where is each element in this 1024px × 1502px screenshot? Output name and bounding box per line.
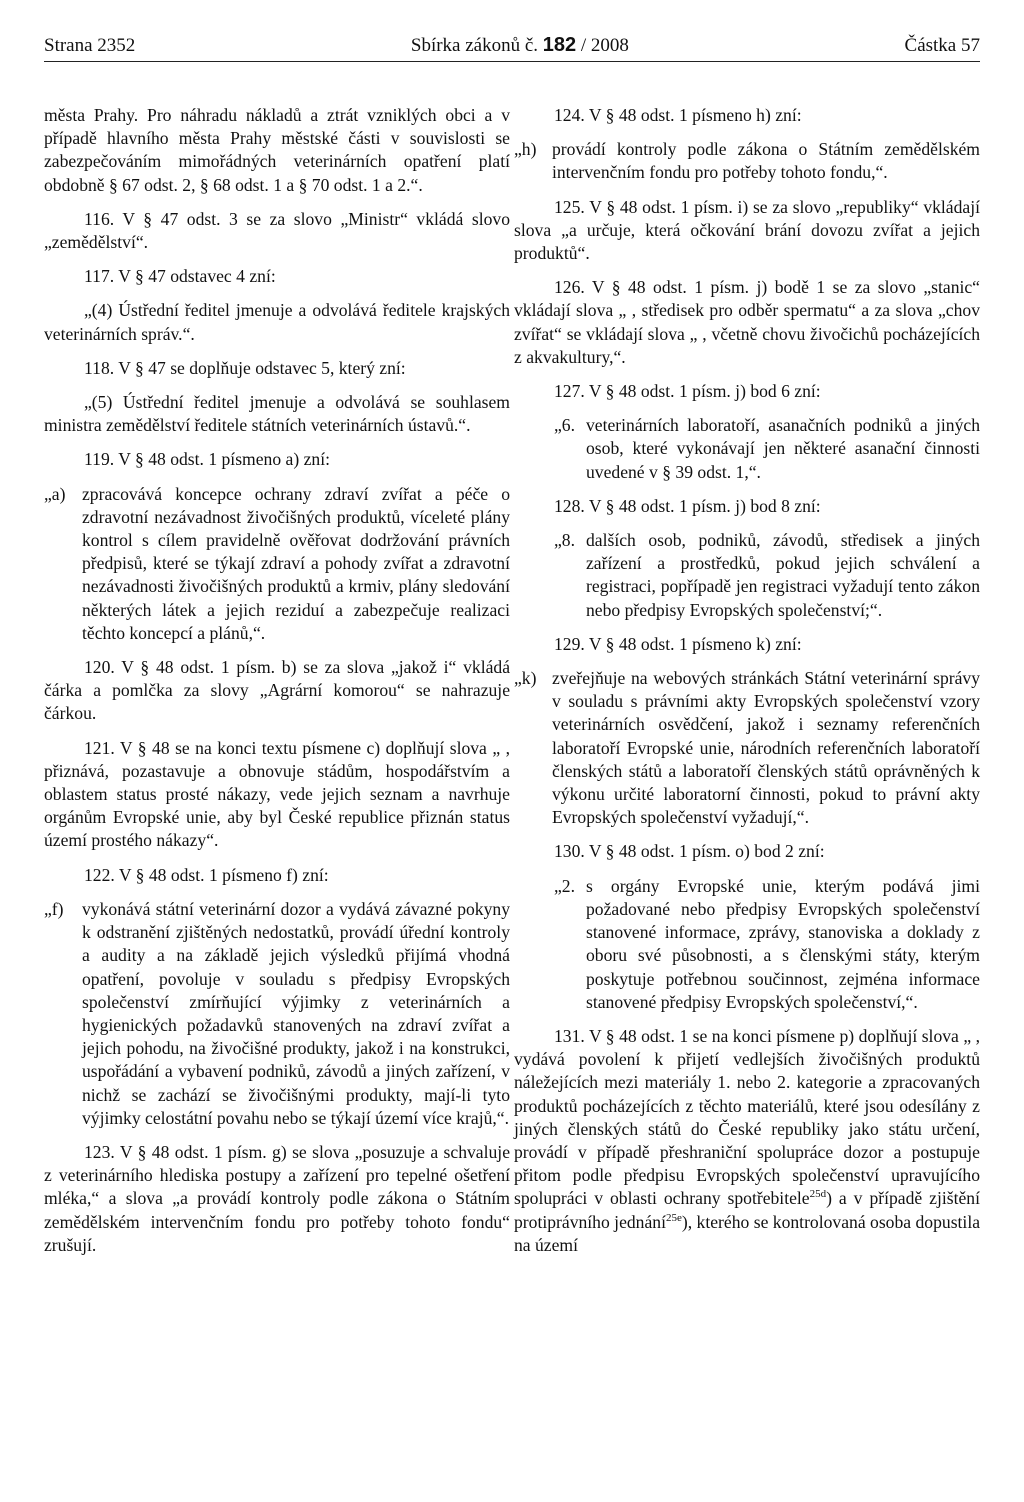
quote-117: „(4) Ústřední ředitel jmenuje a odvolává ředitele krajských veterinárních správ.“. <box>44 300 510 344</box>
item-label: „2. <box>554 875 576 896</box>
footnote-ref-25d[interactable]: 25d <box>809 1188 827 1201</box>
quote-118: „(5) Ústřední ředitel jmenuje a odvolává se souhlasem ministra zemědělství ředitele státních veterinárních ústavů.“. <box>44 392 510 436</box>
item-label: „a) <box>44 483 66 504</box>
point-item-2 <box>554 875 980 1014</box>
amendment-117: 117. V § 47 odstavec 4 zní: <box>84 266 276 287</box>
item-label: „6. <box>554 415 576 436</box>
item-text: provádí kontroly podle zákona o Státním zemědělském intervenčním fondu pro potřeby tohoto fondu,“. <box>552 139 980 183</box>
footnote-ref-25e[interactable]: 25e <box>665 1211 682 1224</box>
item-text: zveřejňuje na webových stránkách Státní veterinární správy v souladu s právními akty Evropských společenství vzory veterinárních osvědčení, jakož i seznamy referenčních laboratoří Evropské unie, národních referenčních laboratoří členských států a laboratoří členských států oprávněných k výkonu určité laboratorní činnosti, pokud to právní akty Evropských společenství vyžadují,“. <box>552 668 980 828</box>
amendment-121: 121. V § 48 se na konci textu písmene c) doplňují slova „ , přiznává, pozastavuje a obnovuje stádům, hospodářstvím a oblastem status prosté nákazy, vede jejich seznam a navrhuje orgánům Evropské unie, aby byl České republice přiznán status území prostého nákazy“. <box>44 737 510 851</box>
item-text: vykonává státní veterinární dozor a vydává závazné pokyny k odstranění zjištěných nedostatků, provádí úřední kontroly a audity a na základě jejich výsledků přijímá vhodná opatření, povoluje v souladu s předpisy Evropských společenství zmírňující výjimky z veterinárních a hygienických požadavků stanovených na zdraví zvířat a jejich pohodu, na živočišné produkty, jakož i na konstrukci, uspořádání a vybavení podniků, závodů a jiných zařízení, v nichž se zachází se živočišnými produkty, mají-li tyto výjimky celostátní povahu nebo se týkají území více krajů,“. <box>82 898 510 1128</box>
page-number: Strana 2352 <box>44 35 136 56</box>
amendment-126: 126. V § 48 odst. 1 písm. j) bodě 1 se za slovo „stanic“ vkládají slova „ , středisek pro odběr spermatu“ a za slova „chov zvířat“ se vkládají slova „ , včetně chovu živočichů pocházejících z akvakultury,“. <box>514 277 980 367</box>
amendment-122: 122. V § 48 odst. 1 písmeno f) zní: <box>84 864 329 885</box>
law-number: 182 <box>542 34 577 56</box>
amendment-118: 118. V § 47 se doplňuje odstavec 5, který zní: <box>84 357 406 378</box>
amendment-123: 123. V § 48 odst. 1 písm. g) se slova „posuzuje a schvaluje z veterinárního hlediska postupy a zařízení pro tepelné ošetření mléka,“ a slova „a provádí kontroly podle zákona o Státním zemědělském intervenčním fondu pro potřeby tohoto fondu“ zrušují. <box>44 1141 510 1255</box>
item-label: „8. <box>554 530 576 551</box>
collection-title: Sbírka zákonů č. 182 / 2008 <box>410 34 629 56</box>
item-text: dalších osob, podniků, závodů, středisek a jiných zařízení a prostředků, pokud jejich schválení a registraci, popřípadě jen registraci vyžadují tento zákon nebo předpisy Evropských společenství;“. <box>586 530 980 620</box>
letter-item-a <box>44 483 510 645</box>
point-item-8 <box>554 529 980 622</box>
amendment-116: 116. V § 47 odst. 3 se za slovo „Ministr“ vkládá slovo „zemědělství“. <box>44 208 510 253</box>
item-label: „f) <box>44 898 64 919</box>
right-column <box>514 104 980 1268</box>
amendment-127: 127. V § 48 odst. 1 písm. j) bod 6 zní: <box>554 381 821 402</box>
item-label: „h) <box>514 139 537 160</box>
amendment-130: 130. V § 48 odst. 1 písm. o) bod 2 zní: <box>554 841 825 862</box>
amendment-124: 124. V § 48 odst. 1 písmeno h) zní: <box>554 105 802 125</box>
item-text: veterinárních laboratoří, asanačních podniků a jiných osob, které vykonávají jen některé asanační činnosti uvedené v § 39 odst. 1,“. <box>586 415 980 482</box>
amendment-129: 129. V § 48 odst. 1 písmeno k) zní: <box>554 633 802 654</box>
letter-item-h <box>514 138 980 184</box>
page-header <box>44 22 980 62</box>
item-label: „k) <box>514 668 537 689</box>
part-number: Částka 57 <box>904 35 980 56</box>
amendment-119: 119. V § 48 odst. 1 písmeno a) zní: <box>84 449 330 470</box>
letter-item-f <box>44 898 510 1130</box>
point-item-6 <box>554 414 980 484</box>
amendment-125: 125. V § 48 odst. 1 písm. i) se za slovo „republiky“ vkládají slova „a určuje, která očkování brání dovozu zvířat a jejich produktů“. <box>514 196 980 264</box>
amendment-128: 128. V § 48 odst. 1 písm. j) bod 8 zní: <box>554 495 821 516</box>
item-text: zpracovává koncepce ochrany zdraví zvířat a péče o zdravotní nezávadnost živočišných produktů, víceleté plány kontrol s cílem pravidelně ověřovat dodržování právních předpisů, které se týkají zdraví a pohody zvířat a zdravotní nezávadnosti živočišných produktů a krmiv, plány sledování některých látek a jejich reziduí a zabezpečuje realizaci těchto koncepcí a plánů,“. <box>82 483 510 643</box>
amendment-131: 131. V § 48 odst. 1 se na konci písmene p) doplňují slova „ , vydává povolení k přijetí vedlejších živočišných produktů náležejících mezi materiály 1. nebo 2. kategorie a zpracovaných produktů pocházejících z těchto materiálů, které jsou odesílány z jiných členských států do České republiky jako státu určení, provádí v případě přeshraniční spolupráce dozor a postupuje přitom podle předpisu Evropských společenství upravujícího spolupráci v oblasti ochrany spotřebitele$^{25d}$) a v případě zjištění protiprávního jednání$^{25e}$), kterého se kontrolovaná osoba dopustila na území <box>514 1025 981 1255</box>
left-column <box>44 104 510 1268</box>
letter-item-k <box>514 667 980 829</box>
paragraph-continuation: města Prahy. Pro náhradu nákladů a ztrát vzniklých obci a v případě hlavního města Prahy městské části v souvislosti se zabezpečováním mimořádných veterinárních opatření platí obdobně § 67 odst. 2, § 68 odst. 1 a § 70 odst. 1 a 2.“. <box>44 105 510 195</box>
item-text: s orgány Evropské unie, kterým podává jimi požadované nebo předpisy Evropských společenství stanovené informace, zprávy, stanoviska a doklady z oboru své působnosti, a s členskými státy, kterým poskytuje potřebnou součinnost, zejména informace stanovené předpisy Evropských společenství,“. <box>586 875 980 1012</box>
amendment-120: 120. V § 48 odst. 1 písm. b) se za slova „jakož i“ vkládá čárka a pomlčka za slovy „Agrární komorou“ se nahrazuje čárkou. <box>44 657 510 724</box>
